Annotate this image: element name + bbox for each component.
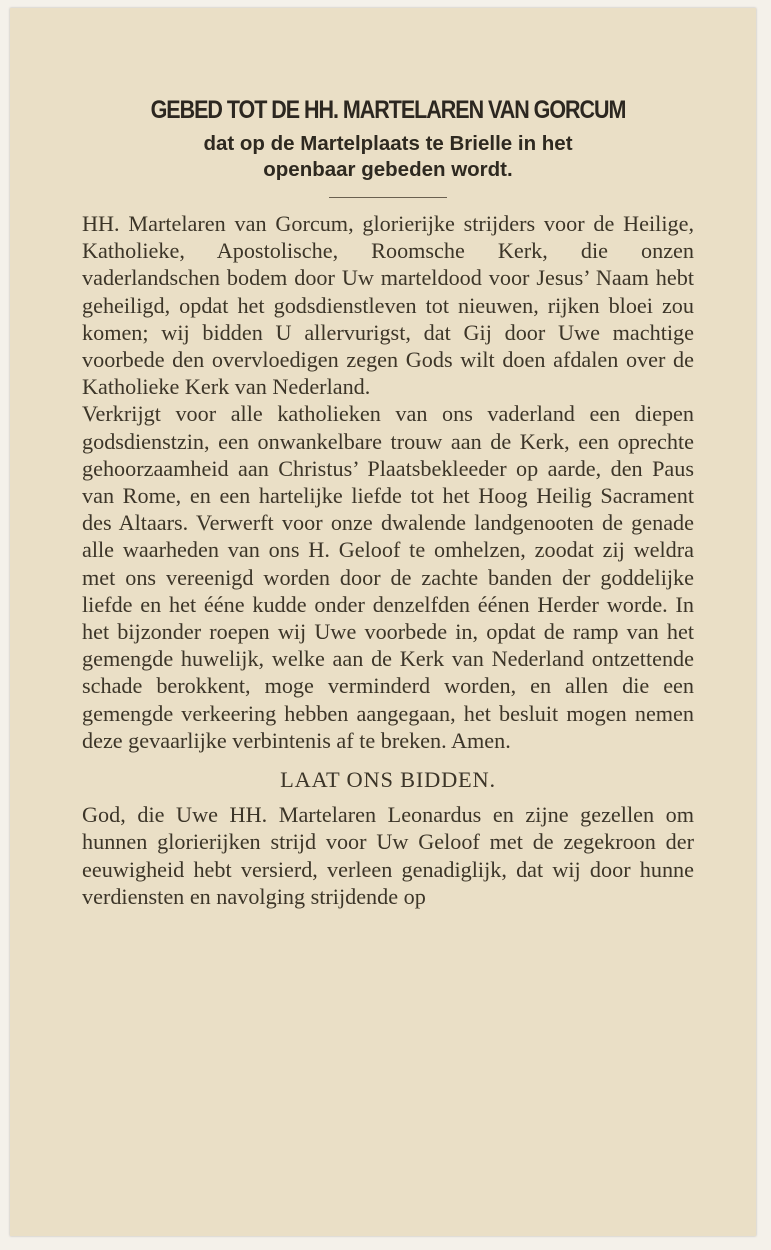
document-subtitle: [82, 131, 694, 183]
document-page: [10, 8, 756, 1236]
subtitle-line-1: dat op de Martelplaats te Brielle in het: [203, 132, 573, 155]
prayer-paragraph-2: Verkrijgt voor alle katholieken van ons vaderland een diepen godsdienstzin, een onwankelbare trouw aan de Kerk, een oprechte gehoorzaamheid aan Christus’ Plaatsbekleeder op aarde, den Paus van Rome, en een hartelijke liefde tot het Hoog Heilig Sacrament des Altaars. Verwerft voor onze dwalende landgenooten de genade alle waarheden van ons H. Geloof te omhelzen, zoodat zij weldra met ons vereenigd worden door de zachte banden der goddelijke liefde en het ééne kudde onder denzelfden éénen Herder worde. In het bijzonder roepen wij Uwe voorbede in, opdat de ramp van het gemengde huwelijk, welke aan de Kerk van Nederland ontzettende schade berokkent, moge verminderd worden, en allen die een gemengde verkeering hebben aangegaan, het besluit mogen nemen deze gevaarlijke verbintenis af te breken. Amen.: [82, 401, 694, 753]
prayer-paragraph-3: God, die Uwe HH. Martelaren Leonardus en zijne gezellen om hunnen glorierijken strijd voor Uw Geloof met de zegekroon der eeuwigheid hebt versierd, verleen genadiglijk, dat wij door hunne verdiensten en navolging strijdende op: [82, 802, 694, 909]
subtitle-line-2: openbaar gebeden wordt.: [263, 158, 513, 181]
prayer-paragraph-1: HH. Martelaren van Gorcum, glorierijke strijders voor de Heilige, Katholieke, Apostolische, Roomsche Kerk, die onzen vaderlandschen bodem door Uw marteldood voor Jesus’ Naam hebt geheiligd, opdat het godsdienstleven tot nieuwen, rijken bloei zou komen; wij bidden U allervurigst, dat Gij door Uwe machtige voorbede den overvloedigen zegen Gods wilt doen afdalen over de Katholieke Kerk van Nederland.: [82, 211, 694, 400]
document-title: GEBED TOT DE HH. MARTELAREN VAN GORCUM: [150, 96, 626, 124]
title-divider: [329, 197, 447, 198]
document-content: [82, 96, 694, 910]
section-heading: LAAT ONS BIDDEN.: [280, 767, 496, 793]
